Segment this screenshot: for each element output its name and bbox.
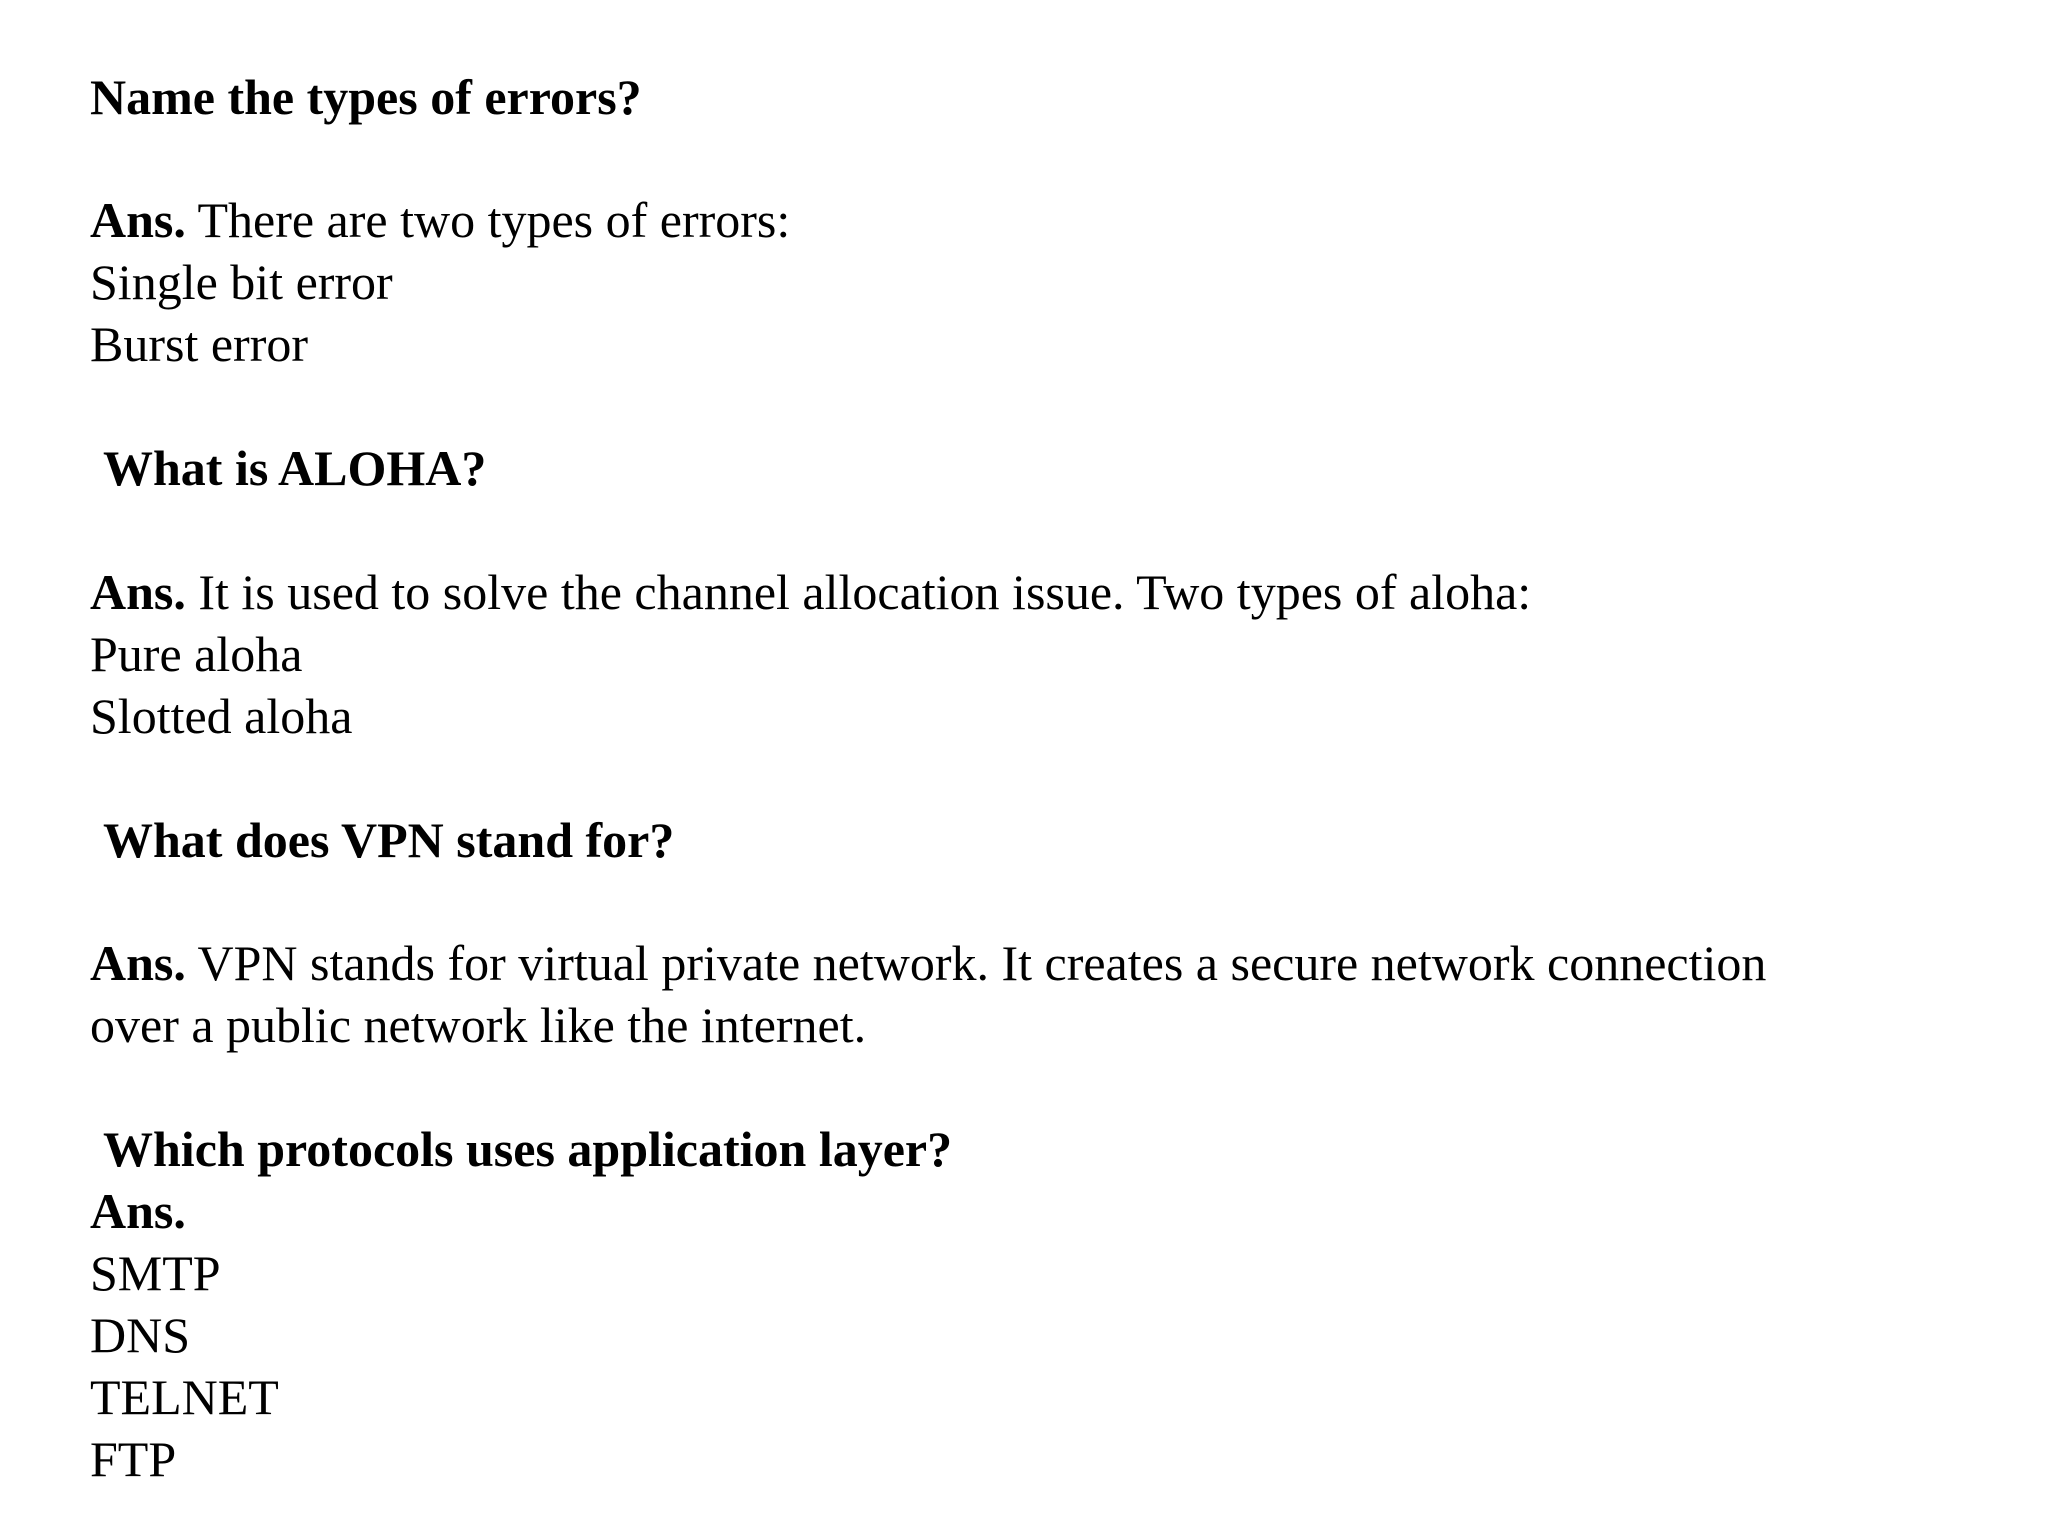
list-item: TELNET	[90, 1369, 279, 1425]
answer-continuation: over a public network like the internet.	[90, 997, 867, 1053]
question-heading: Name the types of errors?	[90, 69, 642, 125]
answer-line	[90, 932, 1766, 994]
list-item: FTP	[90, 1431, 177, 1487]
question-heading: What is ALOHA?	[103, 440, 487, 496]
answer-text: There are two types of errors:	[185, 192, 791, 248]
question-heading: What does VPN stand for?	[103, 812, 675, 868]
question-heading: Which protocols uses application layer?	[103, 1121, 953, 1177]
list-item: Burst error	[90, 316, 308, 372]
list-item: Slotted aloha	[90, 688, 353, 744]
answer-text: It is used to solve the channel allocation issue. Two types of aloha:	[185, 564, 1532, 620]
list-item: DNS	[90, 1307, 191, 1363]
answer-label: Ans.	[90, 935, 186, 991]
answer-line	[90, 561, 1531, 623]
answer-label: Ans.	[90, 192, 186, 248]
answer-label: Ans.	[90, 564, 186, 620]
answer-line	[90, 189, 790, 251]
list-item: Pure aloha	[90, 626, 303, 682]
list-item: Single bit error	[90, 254, 393, 310]
answer-label: Ans.	[90, 1183, 186, 1239]
list-item: SMTP	[90, 1245, 221, 1301]
answer-text: VPN stands for virtual private network. It creates a secure network connection	[185, 935, 1767, 991]
